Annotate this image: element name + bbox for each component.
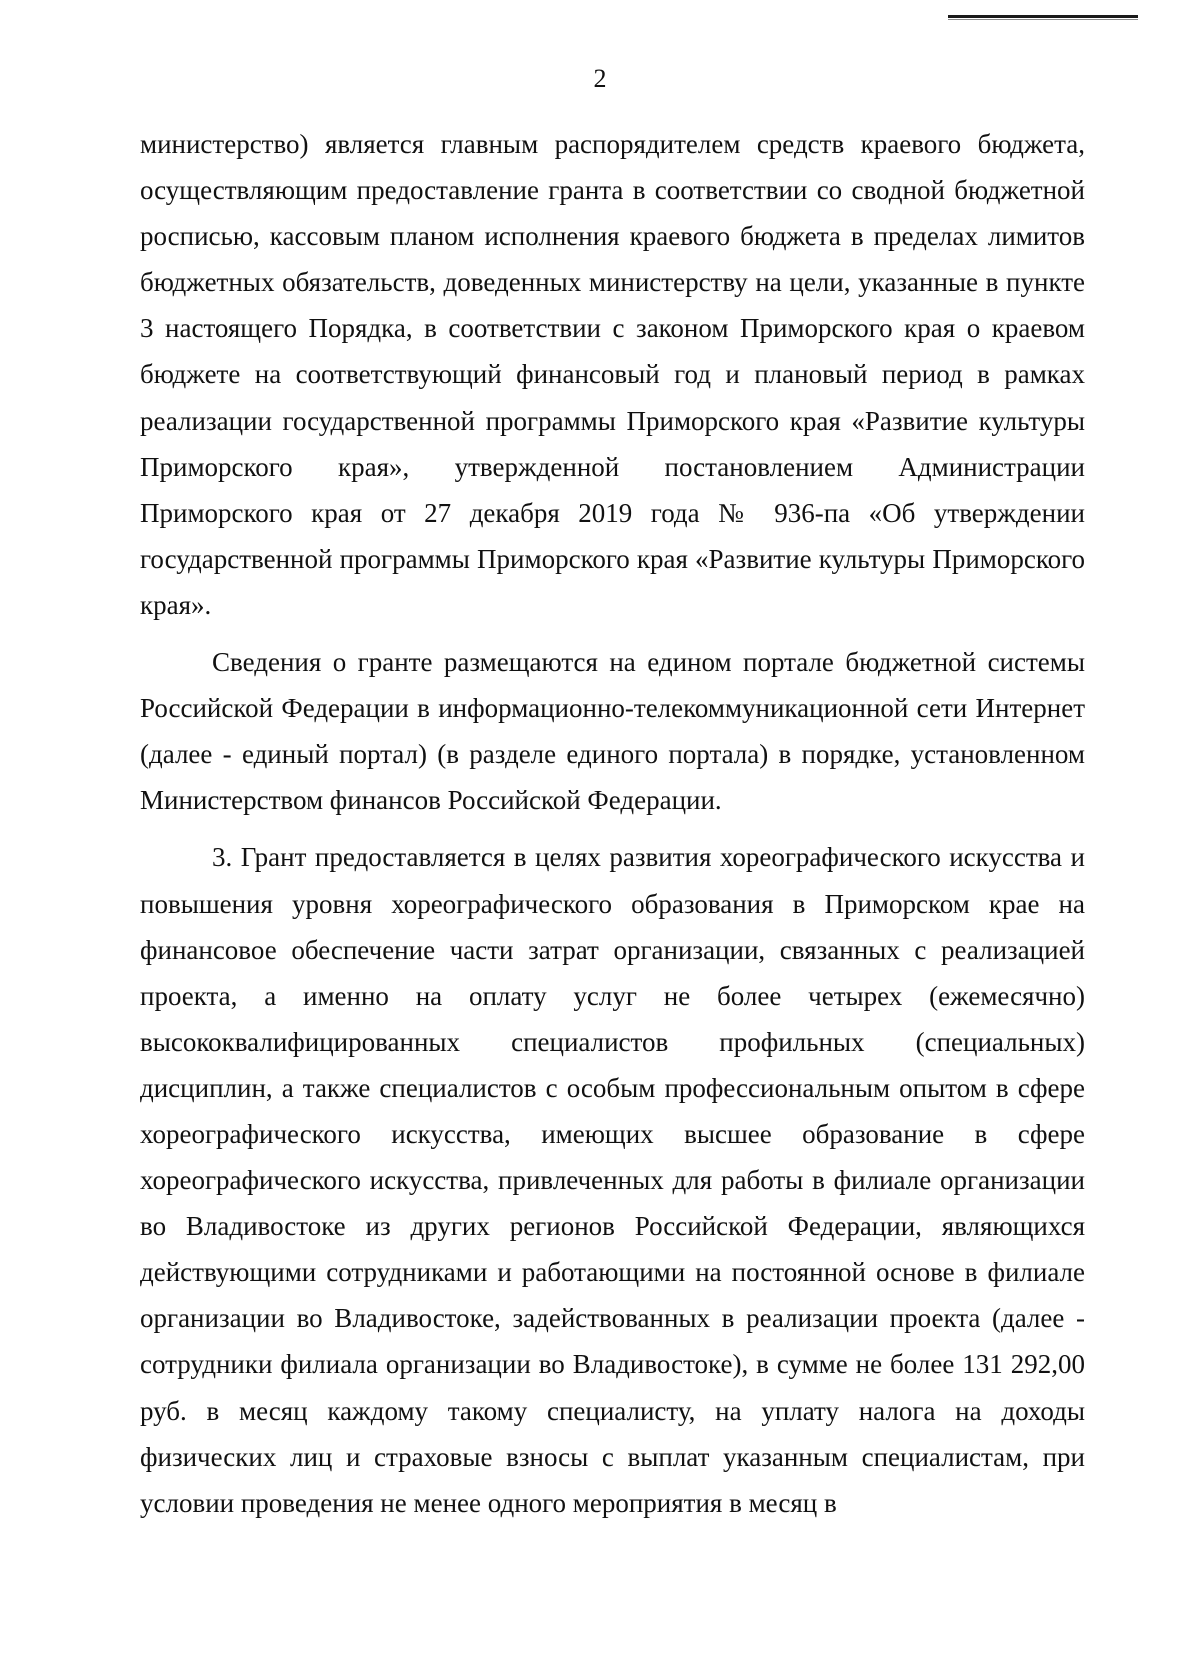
document-body — [140, 121, 1085, 1526]
paragraph-grant-info: Сведения о гранте размещаются на едином портале бюджетной системы Российской Федерации в информационно-телекоммуникационной сети Интернет (далее - единый портал) (в разделе единого портала) в порядке, установленном Министерством финансов Российской Федерации. — [140, 647, 1085, 816]
header-rule — [948, 15, 1138, 18]
page-number: 2 — [593, 64, 607, 93]
header-rule-shadow — [948, 19, 1138, 20]
paragraph-item-3: 3. Грант предоставляется в целях развития хореографического искусства и повышения уровня хореографического образования в Приморском крае на финансовое обеспечение части затрат организации, связанных с реализацией проекта, а именно на оплату услуг не более четырех (ежемесячно) высококвалифицированных специалистов профильных (специальных) дисциплин, а также специалистов с особым профессиональным опытом в сфере хореографического искусства, имеющих высшее образование в сфере хореографического искусства, привлеченных для работы в филиале организации во Владивостоке из других регионов Российской Федерации, являющихся действующими сотрудниками и работающими на постоянной основе в филиале организации во Владивостоке, задействованных в реализации проекта (далее - сотрудники филиала организации во Владивостоке), в сумме не более 131 292,00 руб. в месяц каждому такому специалисту, на уплату налога на доходы физических лиц и страховые взносы с выплат указанным специалистам, при условии проведения не менее одного мероприятия в месяц в — [140, 842, 1085, 1518]
paragraph-continuation: министерство) является главным распорядителем средств краевого бюджета, осуществляющим предоставление гранта в соответствии со сводной бюджетной росписью, кассовым планом исполнения краевого бюджета в пределах лимитов бюджетных обязательств, доведенных министерству на цели, указанные в пункте 3 настоящего Порядка, в соответствии с законом Приморского края о краевом бюджете на соответствующий финансовый год и плановый период в рамках реализации государственной программы Приморского края «Развитие культуры Приморского края», утвержденной постановлением Администрации Приморского края от 27 декабря 2019 года № 936-па «Об утверждении государственной программы Приморского края «Развитие культуры Приморского края». — [140, 129, 1085, 620]
